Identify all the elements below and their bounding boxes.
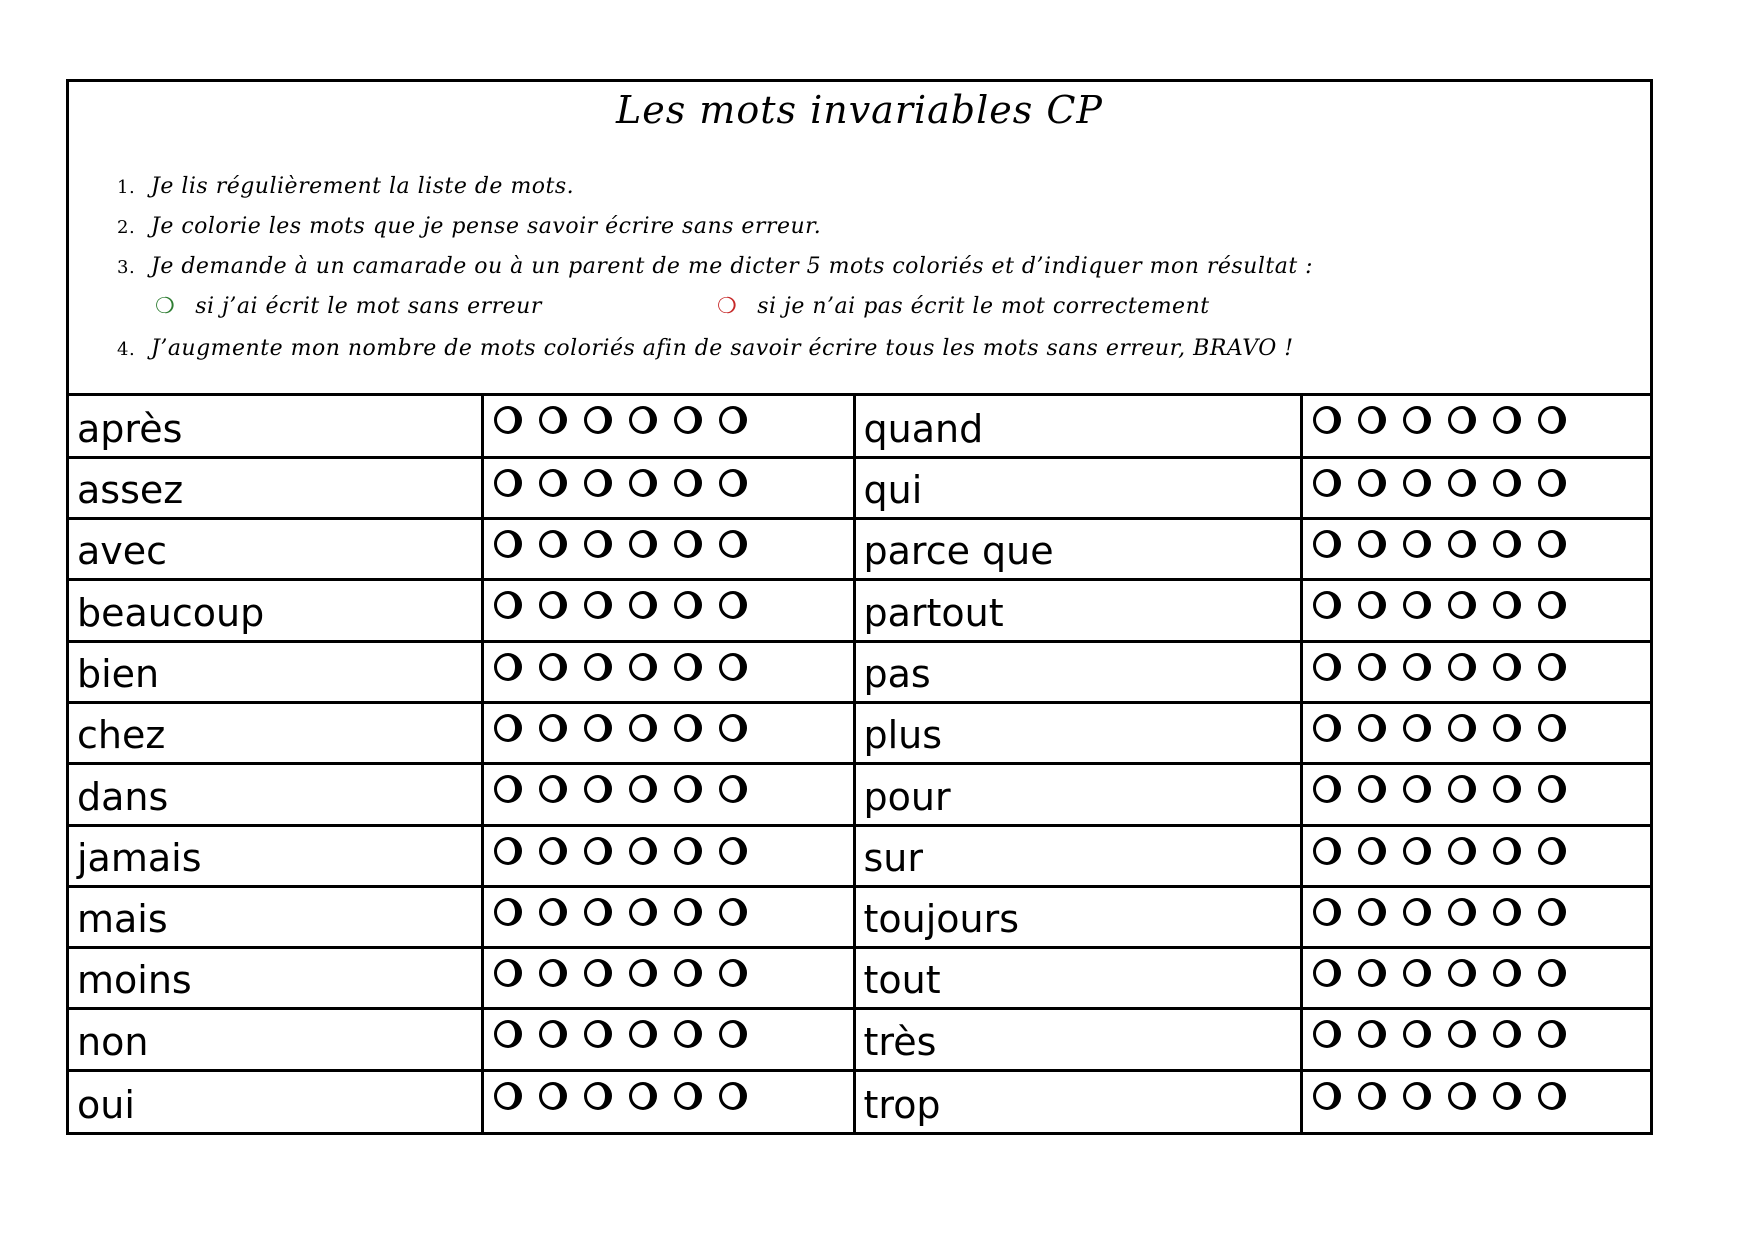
shadowed-circle-icon[interactable] — [539, 591, 567, 619]
table-row — [69, 764, 1650, 825]
shadowed-circle-icon[interactable] — [674, 898, 702, 926]
shadowed-circle-icon[interactable] — [1538, 469, 1566, 497]
shadowed-circle-icon[interactable] — [1538, 898, 1566, 926]
circles-cell-right — [1301, 641, 1650, 702]
shadowed-circle-icon[interactable] — [719, 898, 747, 926]
shadowed-circle-icon[interactable] — [539, 406, 567, 434]
page-title: Les mots invariables CP — [616, 88, 1103, 132]
table-row — [69, 396, 1650, 457]
shadowed-circle-icon[interactable] — [674, 837, 702, 865]
shadowed-circle-icon[interactable] — [584, 775, 612, 803]
circles-cell-left — [482, 1070, 854, 1131]
shadowed-circle-icon[interactable] — [584, 714, 612, 742]
circles-cell-right — [1301, 702, 1650, 763]
circle-group — [484, 1010, 853, 1068]
word-cell-right — [854, 764, 1301, 825]
shadowed-circle-icon[interactable] — [494, 714, 522, 742]
word-label: avec — [77, 529, 168, 574]
shadowed-circle-icon[interactable] — [1358, 653, 1386, 681]
shadowed-circle-icon[interactable] — [584, 591, 612, 619]
shadowed-circle-icon[interactable] — [629, 1020, 657, 1048]
word-cell-right — [854, 948, 1301, 1009]
word-cell-left — [69, 396, 482, 457]
shadowed-circle-icon[interactable] — [539, 959, 567, 987]
instruction-1 — [117, 174, 574, 199]
word-cell-left — [69, 580, 482, 641]
shadowed-circle-icon[interactable] — [1313, 898, 1341, 926]
word-cell-right — [854, 641, 1301, 702]
circle-group — [484, 765, 853, 823]
instruction-3 — [117, 254, 1313, 279]
word-label: beaucoup — [77, 590, 265, 635]
table-row — [69, 825, 1650, 886]
shadowed-circle-icon[interactable] — [1403, 406, 1431, 434]
table-row — [69, 1009, 1650, 1070]
circle-group — [1303, 459, 1651, 517]
shadowed-circle-icon[interactable] — [674, 1020, 702, 1048]
shadowed-circle-icon[interactable] — [1313, 469, 1341, 497]
circle-group — [1303, 949, 1651, 1007]
word-table — [69, 396, 1650, 1132]
shadowed-circle-icon[interactable] — [1358, 959, 1386, 987]
word-cell-left — [69, 1070, 482, 1131]
shadowed-circle-icon[interactable] — [1358, 469, 1386, 497]
shadowed-circle-icon[interactable] — [1358, 837, 1386, 865]
instruction-text: J’augmente mon nombre de mots coloriés afin de savoir écrire tous les mots sans erreur, BRAVO ! — [151, 336, 1294, 361]
circle-group — [484, 949, 853, 1007]
shadowed-circle-icon[interactable] — [719, 959, 747, 987]
circles-cell-left — [482, 641, 854, 702]
shadowed-circle-icon[interactable] — [719, 653, 747, 681]
circle-group — [484, 827, 853, 885]
word-label: pas — [863, 651, 931, 696]
shadowed-circle-icon[interactable] — [629, 1082, 657, 1110]
word-cell-right — [854, 396, 1301, 457]
shadowed-circle-icon[interactable] — [539, 469, 567, 497]
shadowed-circle-icon[interactable] — [674, 653, 702, 681]
circle-group — [1303, 888, 1651, 946]
circles-cell-left — [482, 519, 854, 580]
word-cell-right — [854, 1070, 1301, 1131]
circle-group — [484, 643, 853, 701]
word-cell-left — [69, 886, 482, 947]
shadowed-circle-icon[interactable] — [1448, 714, 1476, 742]
shadowed-circle-icon[interactable] — [494, 530, 522, 558]
word-cell-left — [69, 702, 482, 763]
shadowed-circle-icon[interactable] — [584, 1082, 612, 1110]
shadowed-circle-icon[interactable] — [719, 530, 747, 558]
shadowed-circle-icon[interactable] — [1448, 406, 1476, 434]
shadowed-circle-icon[interactable] — [1403, 714, 1431, 742]
legend-correct-text: si j’ai écrit le mot sans erreur — [195, 294, 542, 319]
word-cell-left — [69, 519, 482, 580]
shadowed-circle-icon[interactable] — [1538, 591, 1566, 619]
shadowed-circle-icon[interactable] — [1493, 1082, 1521, 1110]
shadowed-circle-icon[interactable] — [1403, 1020, 1431, 1048]
circle-group — [484, 888, 853, 946]
legend-incorrect — [717, 294, 1210, 319]
shadowed-circle-icon[interactable] — [1313, 406, 1341, 434]
word-label: pour — [863, 774, 951, 819]
instruction-number: 2. — [117, 217, 136, 238]
shadowed-circle-icon[interactable] — [629, 591, 657, 619]
shadowed-circle-icon[interactable] — [719, 469, 747, 497]
word-label: qui — [863, 468, 923, 513]
circles-cell-right — [1301, 580, 1650, 641]
shadowed-circle-icon[interactable] — [1403, 959, 1431, 987]
shadowed-circle-icon[interactable] — [1493, 959, 1521, 987]
circles-cell-left — [482, 580, 854, 641]
shadowed-circle-icon[interactable] — [719, 406, 747, 434]
circles-cell-left — [482, 825, 854, 886]
shadowed-circle-icon[interactable] — [1538, 530, 1566, 558]
table-row — [69, 580, 1650, 641]
shadowed-circle-icon[interactable] — [1358, 530, 1386, 558]
shadowed-circle-icon[interactable] — [584, 1020, 612, 1048]
shadowed-circle-icon[interactable] — [1448, 653, 1476, 681]
shadowed-circle-icon[interactable] — [1358, 714, 1386, 742]
shadowed-circle-icon[interactable] — [1403, 775, 1431, 803]
shadowed-circle-icon[interactable] — [1313, 591, 1341, 619]
shadowed-circle-icon[interactable] — [539, 714, 567, 742]
circles-cell-right — [1301, 948, 1650, 1009]
shadowed-circle-icon[interactable] — [1538, 1082, 1566, 1110]
shadowed-circle-icon[interactable] — [719, 1020, 747, 1048]
word-label: jamais — [77, 835, 202, 880]
circles-cell-right — [1301, 457, 1650, 518]
shadowed-circle-icon[interactable] — [1493, 714, 1521, 742]
shadowed-circle-icon[interactable] — [719, 775, 747, 803]
word-cell-left — [69, 1009, 482, 1070]
word-cell-right — [854, 519, 1301, 580]
shadowed-circle-icon[interactable] — [1493, 406, 1521, 434]
shadowed-circle-icon[interactable] — [674, 530, 702, 558]
shadowed-circle-icon[interactable] — [1493, 775, 1521, 803]
shadowed-circle-icon[interactable] — [674, 714, 702, 742]
shadowed-circle-icon[interactable] — [1448, 469, 1476, 497]
table-row — [69, 519, 1650, 580]
circles-cell-right — [1301, 1070, 1650, 1131]
shadowed-circle-icon[interactable] — [584, 837, 612, 865]
shadowed-circle-icon[interactable] — [1313, 653, 1341, 681]
word-cell-left — [69, 764, 482, 825]
shadowed-circle-icon[interactable] — [494, 898, 522, 926]
circle-group — [1303, 1072, 1651, 1132]
circles-cell-right — [1301, 396, 1650, 457]
shadowed-circle-icon[interactable] — [539, 1082, 567, 1110]
word-label: trop — [863, 1082, 941, 1127]
circle-group — [1303, 581, 1651, 639]
shadowed-circle-icon[interactable] — [494, 837, 522, 865]
shadowed-circle-icon[interactable] — [1358, 1020, 1386, 1048]
word-label: parce que — [863, 529, 1054, 574]
word-label: moins — [77, 958, 192, 1003]
shadowed-circle-icon[interactable] — [1358, 1082, 1386, 1110]
word-label: tout — [863, 958, 941, 1003]
table-row — [69, 1070, 1650, 1131]
instruction-text: Je demande à un camarade ou à un parent de me dicter 5 mots coloriés et d’indiquer mon résultat : — [151, 254, 1314, 279]
table-row — [69, 886, 1650, 947]
circle-group — [1303, 520, 1651, 578]
word-cell-left — [69, 825, 482, 886]
circles-cell-right — [1301, 1009, 1650, 1070]
shadowed-circle-icon[interactable] — [539, 775, 567, 803]
word-label: chez — [77, 713, 166, 758]
shadowed-circle-icon[interactable] — [1493, 898, 1521, 926]
shadowed-circle-icon[interactable] — [674, 469, 702, 497]
shadowed-circle-icon[interactable] — [539, 898, 567, 926]
shadowed-circle-icon[interactable] — [494, 1020, 522, 1048]
shadowed-circle-icon[interactable] — [1538, 714, 1566, 742]
word-cell-left — [69, 457, 482, 518]
table-row — [69, 948, 1650, 1009]
circle-group — [484, 1072, 853, 1132]
shadowed-circle-icon[interactable] — [1538, 959, 1566, 987]
shadowed-circle-icon[interactable] — [539, 1020, 567, 1048]
shadowed-circle-icon[interactable] — [674, 1082, 702, 1110]
shadowed-circle-icon[interactable] — [1493, 837, 1521, 865]
shadowed-circle-icon[interactable] — [1493, 1020, 1521, 1048]
shadowed-circle-icon[interactable] — [1538, 837, 1566, 865]
shadowed-circle-icon[interactable] — [539, 653, 567, 681]
circles-cell-right — [1301, 519, 1650, 580]
shadowed-circle-icon[interactable] — [629, 406, 657, 434]
word-cell-right — [854, 886, 1301, 947]
shadowed-circle-icon[interactable] — [1313, 1020, 1341, 1048]
shadowed-circle-icon[interactable] — [494, 959, 522, 987]
shadowed-circle-icon[interactable] — [1448, 837, 1476, 865]
shadowed-circle-icon[interactable] — [629, 530, 657, 558]
shadowed-circle-icon[interactable] — [494, 653, 522, 681]
shadowed-circle-icon[interactable] — [494, 1082, 522, 1110]
shadowed-circle-icon[interactable] — [584, 406, 612, 434]
circle-group — [1303, 827, 1651, 885]
word-label: non — [77, 1019, 149, 1064]
word-cell-right — [854, 580, 1301, 641]
shadowed-circle-icon[interactable] — [1493, 530, 1521, 558]
shadowed-circle-icon[interactable] — [539, 530, 567, 558]
shadowed-circle-icon[interactable] — [1403, 1082, 1431, 1110]
shadowed-circle-icon[interactable] — [584, 898, 612, 926]
legend-incorrect-text: si je n’ai pas écrit le mot correctement — [757, 294, 1210, 319]
shadowed-circle-icon[interactable] — [1358, 406, 1386, 434]
shadowed-circle-icon[interactable] — [629, 714, 657, 742]
shadowed-circle-icon[interactable] — [1313, 959, 1341, 987]
shadowed-circle-icon[interactable] — [1358, 591, 1386, 619]
shadowed-circle-icon[interactable] — [629, 775, 657, 803]
word-cell-right — [854, 825, 1301, 886]
instruction-4 — [117, 336, 1294, 361]
circle-group — [1303, 704, 1651, 762]
shadowed-circle-icon[interactable] — [584, 530, 612, 558]
word-label: toujours — [863, 897, 1020, 942]
word-label: assez — [77, 468, 184, 513]
circles-cell-left — [482, 396, 854, 457]
shadowed-circle-icon[interactable] — [629, 959, 657, 987]
shadowed-circle-icon[interactable] — [1538, 406, 1566, 434]
circle-group — [484, 520, 853, 578]
shadowed-circle-icon[interactable] — [1493, 591, 1521, 619]
circles-cell-left — [482, 764, 854, 825]
shadowed-circle-icon[interactable] — [1403, 653, 1431, 681]
circle-group — [1303, 643, 1651, 701]
table-row — [69, 457, 1650, 518]
legend-correct — [155, 294, 542, 319]
instruction-number: 4. — [117, 339, 136, 360]
circle-group — [1303, 396, 1651, 456]
instruction-number: 3. — [117, 257, 136, 278]
shadowed-circle-icon[interactable] — [494, 406, 522, 434]
shadowed-circle-icon[interactable] — [1358, 775, 1386, 803]
circle-group — [484, 396, 853, 456]
red-circle-icon: ❍ — [717, 294, 738, 319]
instruction-2 — [117, 214, 821, 239]
shadowed-circle-icon[interactable] — [1313, 530, 1341, 558]
shadowed-circle-icon[interactable] — [674, 959, 702, 987]
word-label: très — [863, 1019, 937, 1064]
shadowed-circle-icon[interactable] — [674, 591, 702, 619]
shadowed-circle-icon[interactable] — [1403, 898, 1431, 926]
word-label: partout — [863, 590, 1004, 635]
shadowed-circle-icon[interactable] — [1403, 591, 1431, 619]
circles-cell-left — [482, 457, 854, 518]
circle-group — [1303, 765, 1651, 823]
shadowed-circle-icon[interactable] — [494, 469, 522, 497]
shadowed-circle-icon[interactable] — [1313, 1082, 1341, 1110]
word-cell-left — [69, 948, 482, 1009]
circle-group — [484, 581, 853, 639]
shadowed-circle-icon[interactable] — [1313, 714, 1341, 742]
shadowed-circle-icon[interactable] — [1493, 469, 1521, 497]
shadowed-circle-icon[interactable] — [1448, 775, 1476, 803]
shadowed-circle-icon[interactable] — [1448, 530, 1476, 558]
shadowed-circle-icon[interactable] — [1448, 898, 1476, 926]
word-label: dans — [77, 774, 169, 819]
instruction-text: Je colorie les mots que je pense savoir écrire sans erreur. — [151, 214, 822, 239]
circles-cell-right — [1301, 886, 1650, 947]
shadowed-circle-icon[interactable] — [1358, 898, 1386, 926]
shadowed-circle-icon[interactable] — [1448, 591, 1476, 619]
word-label: plus — [863, 713, 943, 758]
table-row — [69, 702, 1650, 763]
shadowed-circle-icon[interactable] — [719, 1082, 747, 1110]
green-circle-icon: ❍ — [155, 294, 176, 319]
shadowed-circle-icon[interactable] — [1403, 530, 1431, 558]
circles-cell-left — [482, 702, 854, 763]
shadowed-circle-icon[interactable] — [1448, 1082, 1476, 1110]
shadowed-circle-icon[interactable] — [674, 775, 702, 803]
shadowed-circle-icon[interactable] — [1538, 775, 1566, 803]
shadowed-circle-icon[interactable] — [1313, 837, 1341, 865]
shadowed-circle-icon[interactable] — [719, 714, 747, 742]
shadowed-circle-icon[interactable] — [1538, 653, 1566, 681]
shadowed-circle-icon[interactable] — [1538, 1020, 1566, 1048]
circle-group — [484, 704, 853, 762]
instruction-text: Je lis régulièrement la liste de mots. — [151, 174, 575, 199]
circle-group — [484, 459, 853, 517]
word-cell-right — [854, 457, 1301, 518]
shadowed-circle-icon[interactable] — [629, 653, 657, 681]
circle-group — [1303, 1010, 1651, 1068]
shadowed-circle-icon[interactable] — [1403, 469, 1431, 497]
worksheet — [66, 79, 1653, 1135]
word-label: après — [77, 406, 183, 451]
circles-cell-right — [1301, 825, 1650, 886]
circles-cell-right — [1301, 764, 1650, 825]
shadowed-circle-icon[interactable] — [494, 775, 522, 803]
word-cell-left — [69, 641, 482, 702]
shadowed-circle-icon[interactable] — [629, 469, 657, 497]
word-label: mais — [77, 897, 168, 942]
header-panel — [69, 82, 1650, 396]
word-label: oui — [77, 1082, 135, 1127]
shadowed-circle-icon[interactable] — [1403, 837, 1431, 865]
shadowed-circle-icon[interactable] — [629, 898, 657, 926]
word-cell-right — [854, 1009, 1301, 1070]
instruction-number: 1. — [117, 177, 136, 198]
word-label: bien — [77, 651, 160, 696]
shadowed-circle-icon[interactable] — [539, 837, 567, 865]
shadowed-circle-icon[interactable] — [719, 837, 747, 865]
shadowed-circle-icon[interactable] — [719, 591, 747, 619]
shadowed-circle-icon[interactable] — [584, 653, 612, 681]
circles-cell-left — [482, 1009, 854, 1070]
shadowed-circle-icon[interactable] — [584, 469, 612, 497]
table-row — [69, 641, 1650, 702]
shadowed-circle-icon[interactable] — [584, 959, 612, 987]
circles-cell-left — [482, 886, 854, 947]
word-label: sur — [863, 835, 924, 880]
shadowed-circle-icon[interactable] — [1448, 959, 1476, 987]
circles-cell-left — [482, 948, 854, 1009]
shadowed-circle-icon[interactable] — [629, 837, 657, 865]
shadowed-circle-icon[interactable] — [1448, 1020, 1476, 1048]
shadowed-circle-icon[interactable] — [674, 406, 702, 434]
shadowed-circle-icon[interactable] — [1313, 775, 1341, 803]
shadowed-circle-icon[interactable] — [494, 591, 522, 619]
shadowed-circle-icon[interactable] — [1493, 653, 1521, 681]
word-cell-right — [854, 702, 1301, 763]
word-label: quand — [863, 406, 984, 451]
